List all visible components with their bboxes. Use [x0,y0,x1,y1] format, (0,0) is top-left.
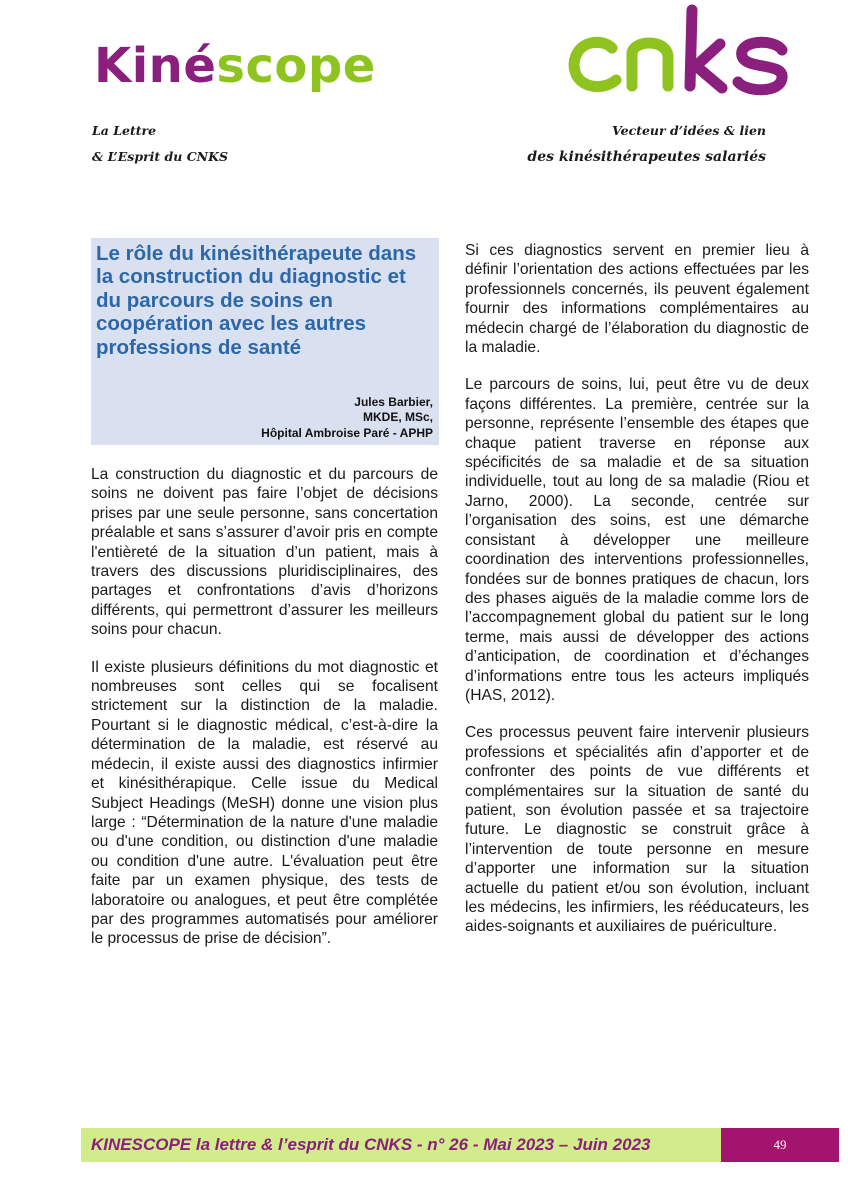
tagline-right [527,118,766,170]
cnks-logo [562,4,794,108]
body-paragraph: Le parcours de soins, lui, peut être vu de deux façons différentes. La première, centrée sur la personne, représente l’ensemble des étapes que chaque patient traverse en réponse aux spécificités de sa maladie et de sa situation individuelle, tout au long de sa maladie (Riou et Jarno, 2000). La seconde, centrée sur l’organisation des soins, est une démarche consistant à développer une meilleure coordination des interventions professionnelles, fondées sur de bonnes pratiques de chacun, lors des phases aiguës de la maladie comme lors de l’accompagnement global du patient sur le long terme, mais aussi de développer des actions d’anticipation, de coordination et d’échanges d’informations entre tous les acteurs impliqués (HAS, 2012). [465,376,809,704]
author-block [261,395,433,441]
page-number: 49 [773,1137,787,1152]
article-title: Le rôle du kinésithérapeute dans la construction du diagnostic et du parcours de soins en coopération avec les autres professions de santé [96,242,417,359]
footer-bar [81,1128,721,1162]
tagline-left-line-1: La Lettre [92,123,157,138]
body-paragraph: Il existe plusieurs définitions du mot diagnostic et nombreuses sont celles qui se focalisent strictement sur la distinction de la maladie. Pourtant si le diagnostic médical, c’est-à-dire la détermination de la maladie, est réservé au médecin, il existe aussi des diagnostics infirmier et kinésithérapique. Celle issue du Medical Subject Headings (MeSH) donne une vision plus large : “Détermination de la nature d'une maladie ou d'une condition, ou distinction d'une maladie ou condition d'une autre. L'évaluation peut être faite par un examen physique, des tests de laboratoire ou analogues, et peut être complétée par des programmes automatisés pour améliorer le processus de prise de décision”. [91,658,438,948]
author-name: Jules Barbier, [354,395,433,409]
right-column [465,241,809,955]
author-affiliation: Hôpital Ambroise Paré - APHP [261,425,433,440]
body-paragraph: Si ces diagnostics servent en premier lieu à définir l’orientation des actions effectuées par les professionnels concernés, ils peuvent également fournir des informations complémentaires au médecin chargé de l’élaboration du diagnostic de la maladie. [465,242,809,357]
brand-part-1: Kiné [94,38,217,94]
tagline-left [92,118,228,170]
body-paragraph: La construction du diagnostic et du parcours de soins ne doivent pas faire l’objet de décisions prises par une seule personne, sans concertation préalable et sans s’assurer d’avoir pris en compte l'entièreté de la situation d’un patient, mais à travers des discussions pluridisciplinaires, des partages et confrontations d’avis d’horizons différents, qui permettront d’assurer les meilleurs soins pour chacun. [91,466,438,639]
article-title-box [91,238,439,445]
author-credentials: MKDE, MSc, [362,410,433,425]
page-number-box [721,1128,839,1162]
footer-text: KINESCOPE la lettre & l’esprit du CNKS - n° 26 - Mai 2023 – Juin 2023 [91,1135,651,1154]
tagline-right-line-2: des kinésithérapeutes salariés [527,149,766,165]
magazine-brand [94,38,376,94]
tagline-left-line-2: & L’Esprit du CNKS [92,149,228,164]
tagline-right-line-1: Vecteur d’idées & lien [612,123,766,138]
brand-part-2: scope [216,38,376,94]
body-paragraph: Ces processus peuvent faire intervenir plusieurs professions et spécialités afin d’apporter et de confronter des points de vue différents et complémentaires sur la situation de santé du patient, son évolution passée et sa trajectoire future. Le diagnostic se construit grâce à l’intervention de toute personne en mesure d’apporter une information sur la situation actuelle du patient et/ou son évolution, incluant les médecins, les infirmiers, les rééducateurs, les aides-soignants et auxiliaires de puériculture. [465,724,809,936]
left-column [91,465,438,967]
